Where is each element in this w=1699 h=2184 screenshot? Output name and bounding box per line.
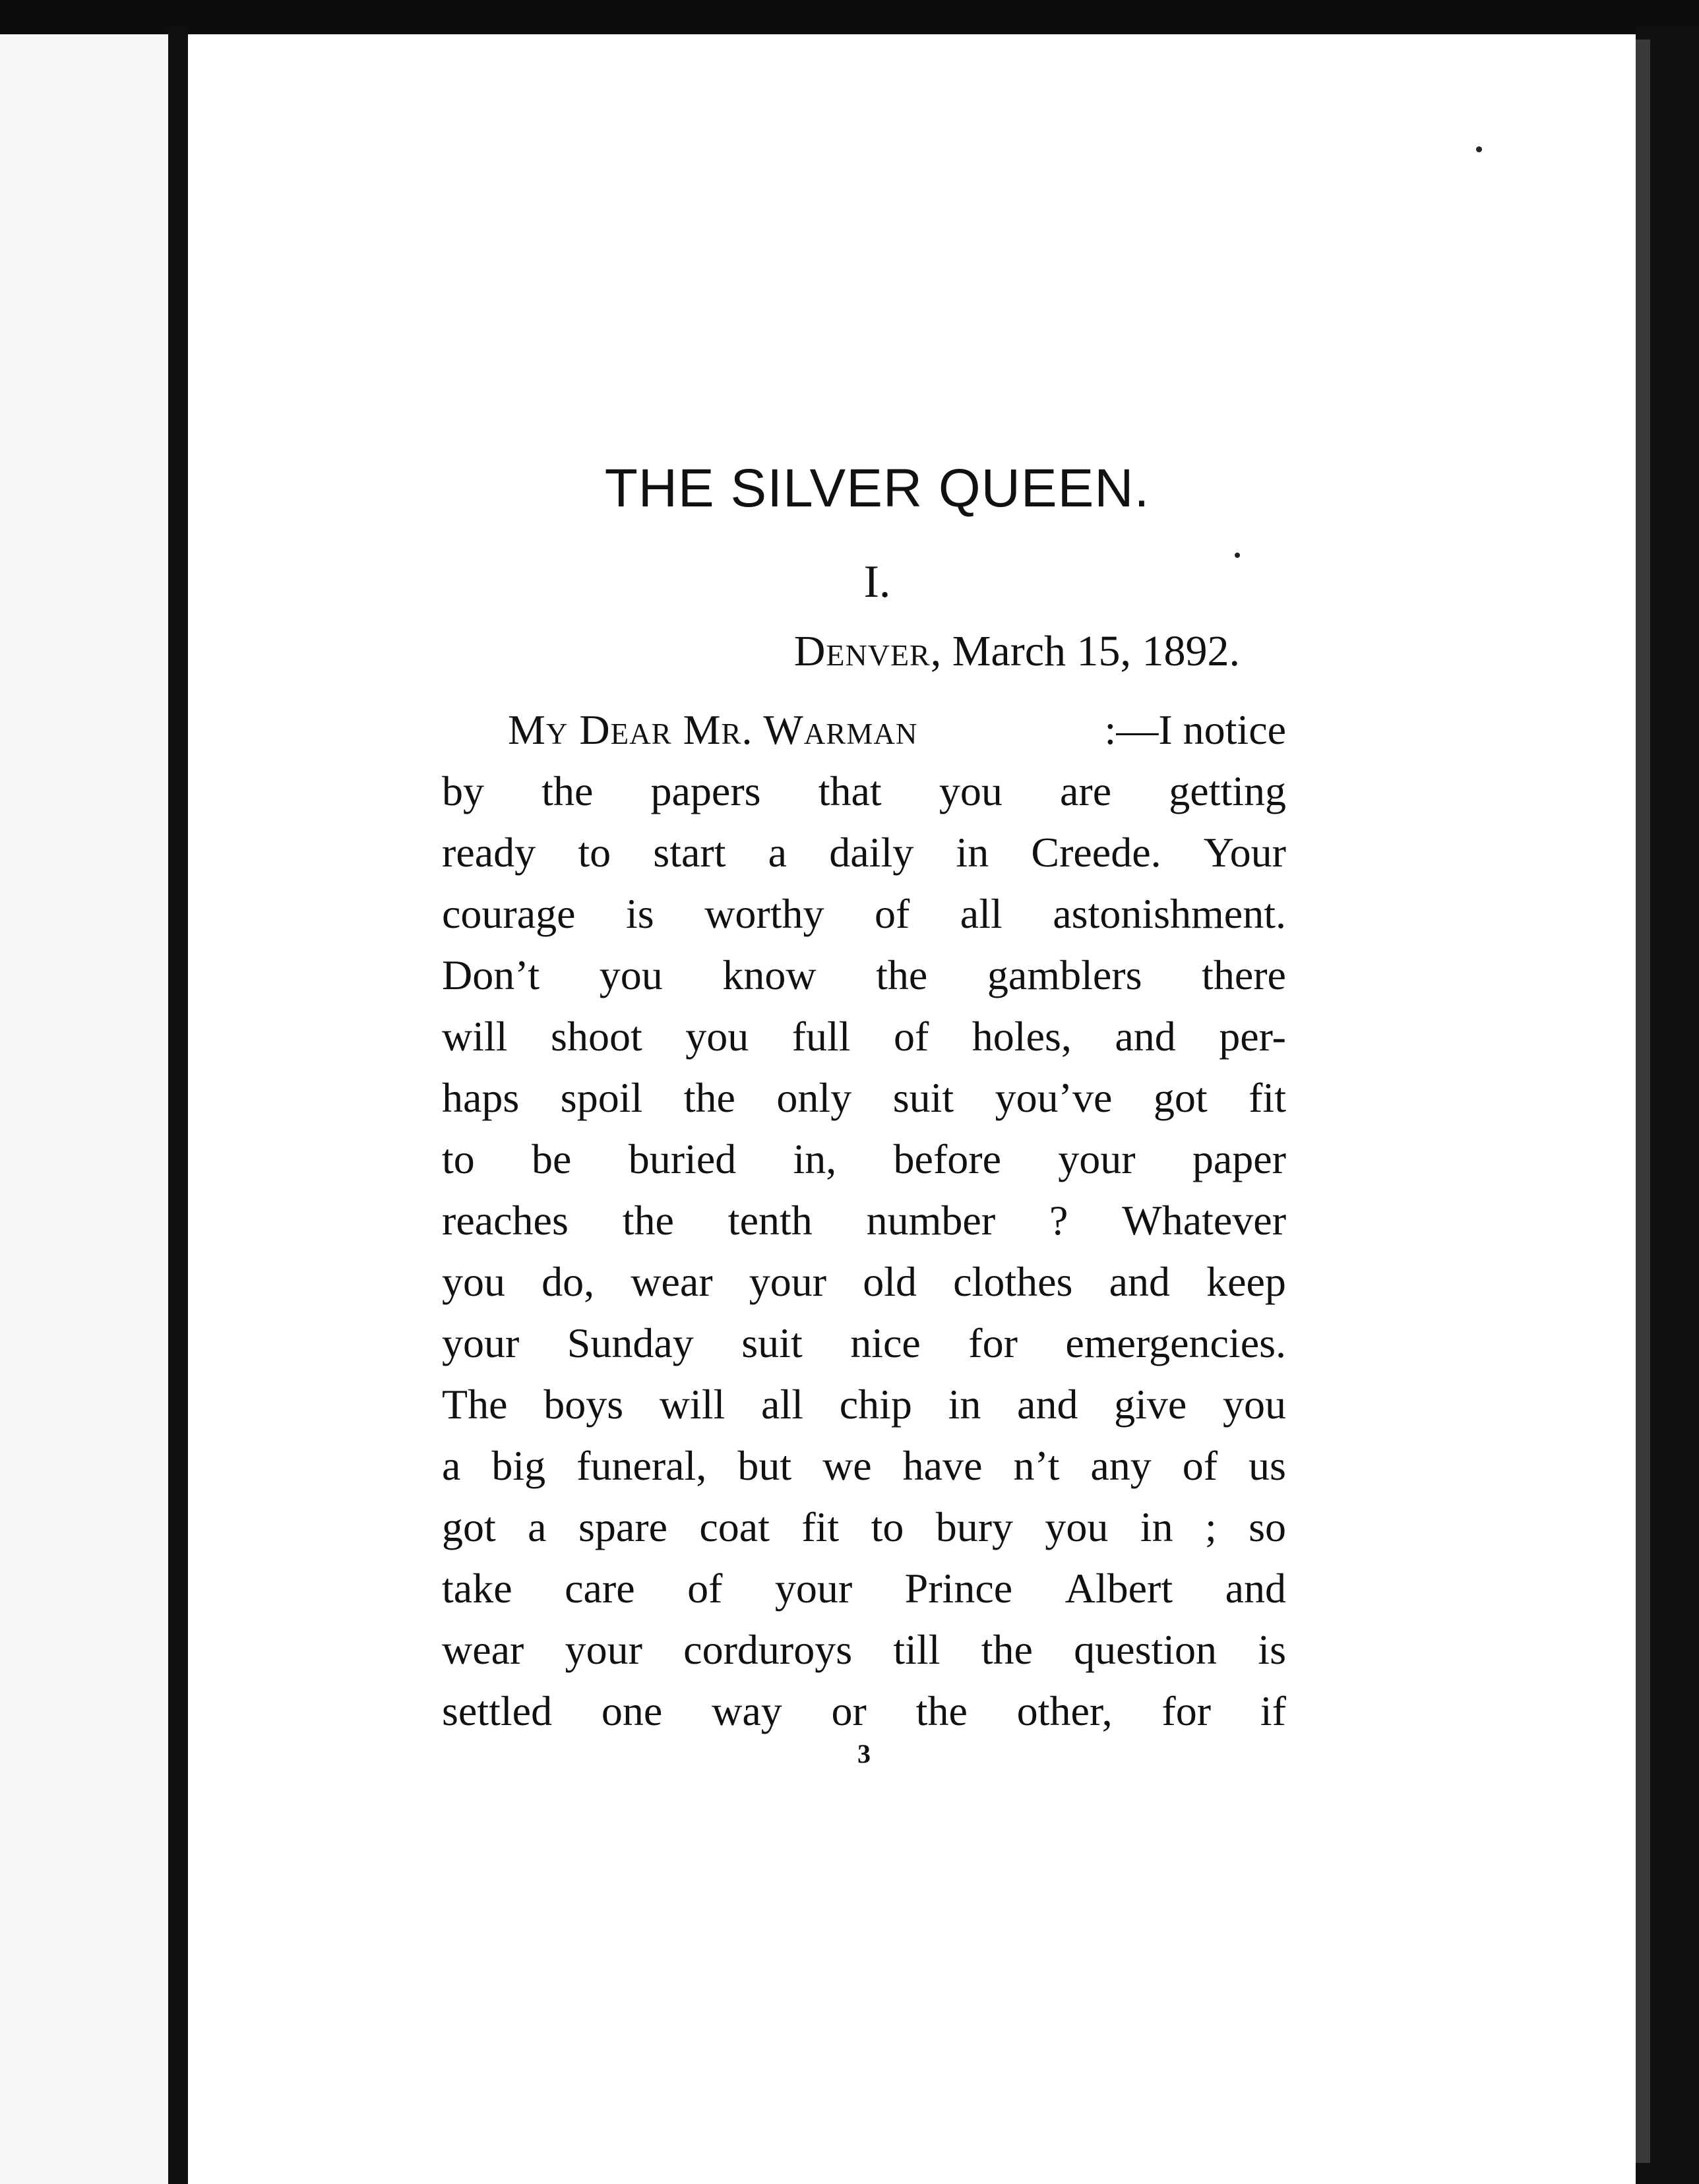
word: the xyxy=(541,768,594,814)
word: way xyxy=(712,1687,782,1734)
word: haps xyxy=(442,1074,520,1121)
word: full xyxy=(791,1013,851,1060)
word: you xyxy=(939,768,1003,814)
word: and xyxy=(1017,1381,1078,1428)
salutation-tail: :—I notice xyxy=(1104,706,1286,753)
word: n’t xyxy=(1013,1442,1060,1489)
word: all xyxy=(761,1381,803,1428)
word: Albert xyxy=(1065,1565,1173,1612)
word: holes, xyxy=(972,1013,1072,1060)
book-title: THE SILVER QUEEN. xyxy=(604,458,1150,518)
word: per- xyxy=(1219,1013,1286,1060)
word: the xyxy=(622,1197,674,1244)
word: give xyxy=(1114,1381,1187,1428)
word: question xyxy=(1074,1626,1218,1673)
text-line xyxy=(442,1558,1286,1619)
word: your xyxy=(1058,1136,1136,1182)
word: will xyxy=(659,1381,726,1428)
word: before xyxy=(893,1136,1001,1182)
word: suit xyxy=(741,1320,803,1366)
word: all xyxy=(960,890,1003,937)
word: or xyxy=(831,1687,867,1734)
word: number xyxy=(866,1197,996,1244)
word: the xyxy=(683,1074,735,1121)
word: in xyxy=(1140,1503,1173,1550)
word: Sunday xyxy=(567,1320,694,1366)
word: in xyxy=(948,1381,981,1428)
letter-body xyxy=(442,699,1286,1742)
word: and xyxy=(1115,1013,1176,1060)
word: know xyxy=(722,952,817,998)
word: big xyxy=(491,1442,546,1489)
word: fit xyxy=(801,1503,840,1550)
word: tenth xyxy=(727,1197,813,1244)
text-line xyxy=(442,1006,1286,1067)
word: bury xyxy=(935,1503,1014,1550)
word: is xyxy=(1258,1626,1286,1673)
word: got xyxy=(1153,1074,1208,1121)
word: us xyxy=(1249,1442,1286,1489)
word: got xyxy=(442,1503,496,1550)
letter-dateline xyxy=(726,627,1240,675)
word: if xyxy=(1260,1687,1286,1734)
word: clothes xyxy=(953,1258,1073,1305)
page-number: 3 xyxy=(857,1739,871,1769)
word: start xyxy=(653,829,726,876)
word: a xyxy=(528,1503,547,1550)
word: getting xyxy=(1169,768,1286,814)
text-line xyxy=(442,822,1286,883)
word: do, xyxy=(541,1258,595,1305)
word: your xyxy=(565,1626,642,1673)
word: is xyxy=(626,890,654,937)
word: be xyxy=(532,1136,572,1182)
salutation: My Dear Mr. Warman xyxy=(508,706,918,753)
book-gutter xyxy=(168,26,188,2184)
word: Prince xyxy=(904,1565,1013,1612)
word: to xyxy=(871,1503,904,1550)
word: in xyxy=(956,829,989,876)
word: boys xyxy=(543,1381,624,1428)
word: are xyxy=(1059,768,1112,814)
word: a xyxy=(442,1442,461,1489)
word: you xyxy=(442,1258,505,1305)
text-line xyxy=(442,883,1286,944)
word: your xyxy=(774,1565,853,1612)
word: but xyxy=(737,1442,792,1489)
word: buried xyxy=(628,1136,737,1182)
word: emergencies. xyxy=(1065,1320,1286,1366)
text-line xyxy=(442,1496,1286,1558)
word: ? xyxy=(1049,1197,1068,1244)
word: and xyxy=(1109,1258,1170,1305)
facing-page-edge xyxy=(0,34,168,2184)
word: the xyxy=(981,1626,1033,1673)
word: in, xyxy=(793,1136,837,1182)
word: papers xyxy=(650,768,761,814)
text-line xyxy=(442,1067,1286,1128)
word: there xyxy=(1202,952,1286,998)
text-line xyxy=(442,1680,1286,1742)
word: shoot xyxy=(551,1013,642,1060)
scan-speck xyxy=(1235,553,1240,558)
text-line xyxy=(442,1128,1286,1190)
text-line xyxy=(442,1374,1286,1435)
word: for xyxy=(968,1320,1018,1366)
word: daily xyxy=(829,829,914,876)
word: will xyxy=(442,1013,508,1060)
word: of xyxy=(687,1565,723,1612)
word: Creede. xyxy=(1031,829,1161,876)
word: fit xyxy=(1249,1074,1286,1121)
word: and xyxy=(1225,1565,1286,1612)
word: you xyxy=(1223,1381,1286,1428)
word: of xyxy=(874,890,910,937)
text-line xyxy=(442,760,1286,822)
word: for xyxy=(1161,1687,1212,1734)
word: worthy xyxy=(704,890,824,937)
text-line xyxy=(442,1190,1286,1251)
word: chip xyxy=(839,1381,912,1428)
word: you’ve xyxy=(995,1074,1113,1121)
word: till xyxy=(893,1626,941,1673)
text-line xyxy=(442,944,1286,1006)
word: one xyxy=(601,1687,663,1734)
word: other, xyxy=(1016,1687,1113,1734)
word: reaches xyxy=(442,1197,569,1244)
word: paper xyxy=(1192,1136,1286,1182)
word: a xyxy=(768,829,788,876)
word: gamblers xyxy=(987,952,1142,998)
word: courage xyxy=(442,890,576,937)
word: ready xyxy=(442,829,536,876)
dateline-date: , March 15, 1892. xyxy=(930,627,1240,675)
word: the xyxy=(876,952,928,998)
word: to xyxy=(578,829,611,876)
word: astonishment. xyxy=(1053,890,1286,937)
text-line xyxy=(442,1312,1286,1374)
word: coat xyxy=(699,1503,770,1550)
word: only xyxy=(776,1074,852,1121)
word: have xyxy=(902,1442,983,1489)
word: so xyxy=(1249,1503,1286,1550)
word: you xyxy=(1045,1503,1109,1550)
word: we xyxy=(822,1442,872,1489)
scan-top-border xyxy=(0,0,1699,34)
dateline-city: Denver xyxy=(793,627,931,675)
word: old xyxy=(863,1258,917,1305)
word: Whatever xyxy=(1122,1197,1286,1244)
word: by xyxy=(442,768,484,814)
text-line xyxy=(442,1435,1286,1496)
word: nice xyxy=(850,1320,921,1366)
word: your xyxy=(442,1320,520,1366)
word: care xyxy=(565,1565,635,1612)
word: Your xyxy=(1203,829,1286,876)
word: wear xyxy=(442,1626,524,1673)
word: wear xyxy=(631,1258,713,1305)
page-fore-edge xyxy=(1636,40,1650,2163)
word: of xyxy=(894,1013,929,1060)
text-line xyxy=(442,1251,1286,1312)
chapter-number: I. xyxy=(863,557,891,607)
scan-speck xyxy=(1476,146,1482,152)
word: suit xyxy=(892,1074,954,1121)
word: keep xyxy=(1206,1258,1286,1305)
word: funeral, xyxy=(576,1442,707,1489)
word: your xyxy=(749,1258,827,1305)
word: ; xyxy=(1204,1503,1217,1550)
word: you xyxy=(599,952,663,998)
word: spoil xyxy=(560,1074,643,1121)
word: The xyxy=(442,1381,508,1428)
salutation-line xyxy=(442,699,1286,760)
word: to xyxy=(442,1136,475,1182)
text-line xyxy=(442,1619,1286,1680)
word: take xyxy=(442,1565,512,1612)
word: any xyxy=(1090,1442,1152,1489)
word: Don’t xyxy=(442,952,540,998)
word: spare xyxy=(578,1503,667,1550)
word: corduroys xyxy=(683,1626,853,1673)
word: of xyxy=(1182,1442,1218,1489)
word: the xyxy=(915,1687,968,1734)
word: you xyxy=(685,1013,749,1060)
word: that xyxy=(818,768,882,814)
word: settled xyxy=(442,1687,553,1734)
